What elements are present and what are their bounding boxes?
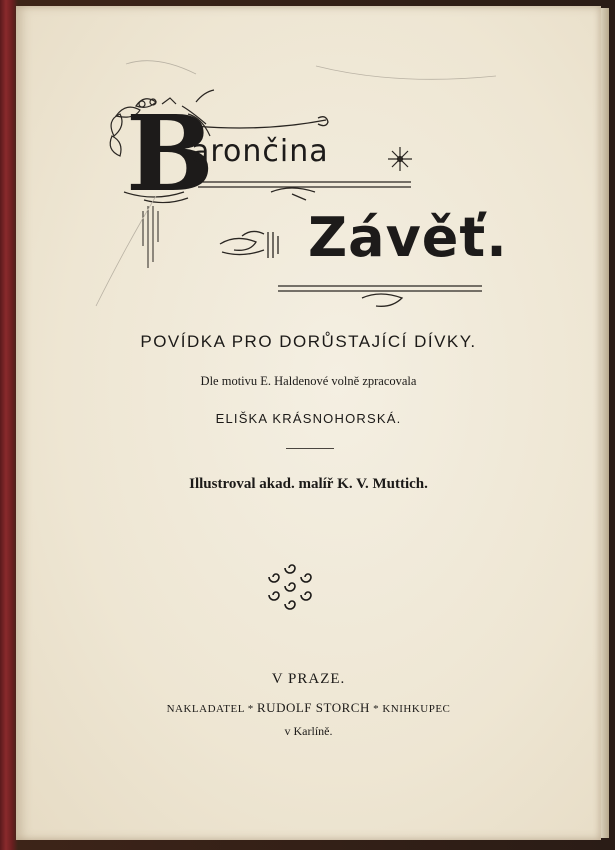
page-edge: [601, 8, 609, 838]
title-initial-capital: B: [126, 92, 214, 215]
separator-star-icon: *: [373, 703, 380, 715]
motive-credit: Dle motivu E. Haldenové volně zpracovala: [200, 374, 417, 388]
publisher-left-label: NAKLADATEL: [166, 703, 245, 715]
imprint-city: V PRAZE.: [271, 671, 346, 687]
divider-rule: [286, 448, 334, 449]
title-page: [16, 6, 601, 840]
separator-star-icon: *: [247, 703, 254, 715]
publisher-name: RUDOLF STORCH: [257, 700, 370, 715]
title-word-2: Závěť.: [308, 206, 508, 269]
author-name: ELIŠKA KRÁSNOHORSKÁ.: [215, 411, 402, 426]
illustrator-credit: Illustroval akad. malíř K. V. Muttich.: [189, 476, 428, 492]
title-word-1: arončina: [191, 134, 329, 169]
imprint-publisher: [16, 700, 601, 716]
subtitle: POVÍDKA PRO DORŮSTAJÍCÍ DÍVKY.: [140, 332, 477, 351]
imprint-place: v Karlíně.: [284, 724, 333, 738]
spiral-ornament-icon: [266, 560, 318, 612]
publisher-right-label: KNIHKUPEC: [382, 703, 451, 715]
